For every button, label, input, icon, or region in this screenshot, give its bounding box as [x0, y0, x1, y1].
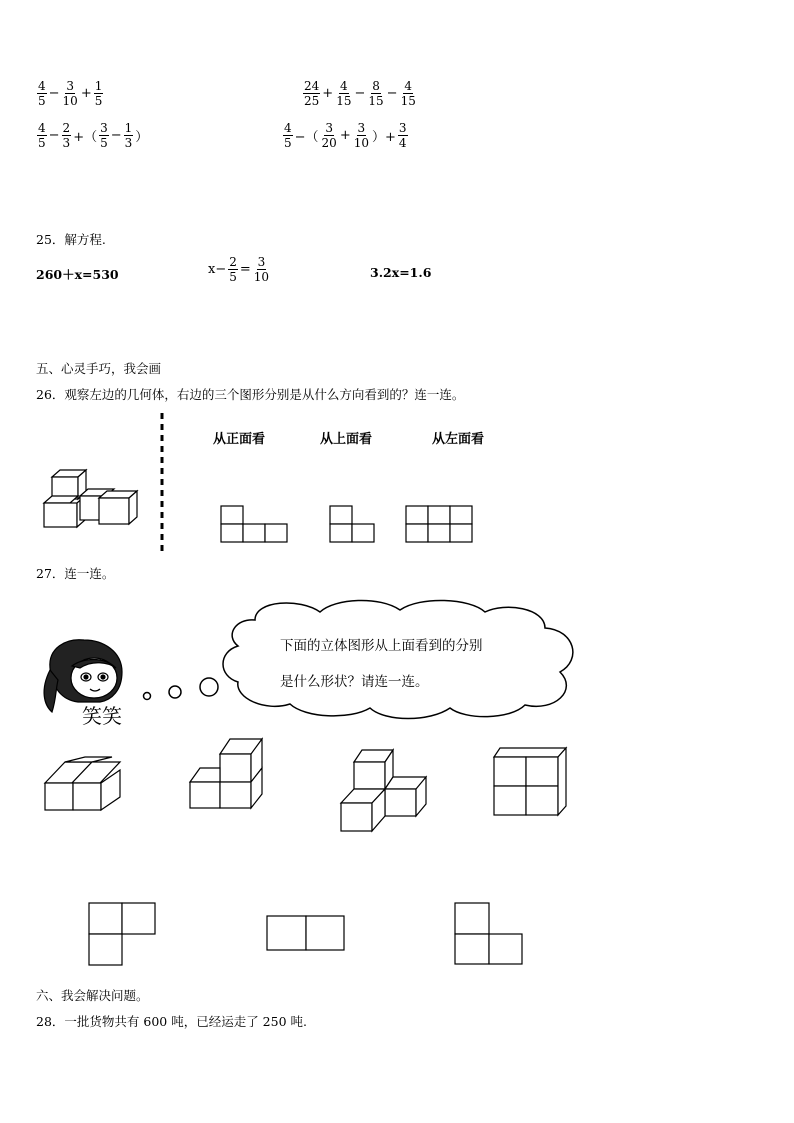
q26-label-front: 从正面看: [213, 432, 266, 447]
q27-view-shape-3: [455, 903, 522, 964]
q26-label-left: 从左面看: [432, 432, 485, 447]
q25-equation-1: 260＋x=530: [36, 267, 119, 282]
q26-title: 26．观察左边的几何体，右边的三个图形分别是从什么方向看到的？连一连。: [36, 387, 465, 402]
section-5-heading: 五、心灵手巧，我会画: [36, 361, 162, 376]
q27-bubble-line-1: 下面的立体图形从上面看到的分别: [280, 638, 483, 654]
q26-solid-figure: [44, 470, 137, 527]
q25-equation-3: 3.2x=1.6: [370, 265, 432, 280]
calc-expression-4: $\frac{4}{5}$ −（ $\frac{3}{20}$ + $\frac{3}{10}$ ）+ $\frac{3}{4}$: [284, 121, 407, 150]
girl-name-label: 笑笑: [82, 704, 122, 728]
q27-solid-b: [190, 739, 262, 808]
q27-title: 27．连一连。: [36, 566, 115, 581]
q26-view-left-shape: [406, 506, 472, 542]
q27-view-shape-2: [267, 916, 344, 950]
q27-thought-bubble: [144, 600, 573, 718]
q27-solid-a: [45, 757, 120, 810]
calc-expression-1: $\frac{4}{5}$ − $\frac{3}{10}$ + $\frac{1}{5}$: [38, 79, 103, 108]
q26-view-top-shape: [330, 506, 374, 542]
q25-equation-2: x− $\frac{2}{5}$ = $\frac{3}{10}$: [208, 255, 270, 284]
q27-view-shape-1: [89, 903, 155, 965]
q26-view-front-shape: [221, 506, 287, 542]
q27-solid-d: [494, 748, 566, 815]
q27-solid-c: [341, 750, 426, 831]
calc-expression-3: $\frac{4}{5}$ − $\frac{2}{3}$ +（ $\frac{3}{5}$ − $\frac{1}{3}$ ）: [38, 121, 149, 150]
calc-expression-2: $\frac{24}{25}$ + $\frac{4}{15}$ − $\frac{8}{15}$ − $\frac{4}{15}$: [304, 79, 416, 108]
q28-text: 28．一批货物共有 600 吨，已经运走了 250 吨.: [36, 1014, 307, 1029]
q25-title: 25．解方程.: [36, 232, 106, 247]
section-6-heading: 六、我会解决问题。: [36, 988, 149, 1003]
q27-bubble-line-2: 是什么形状？请连一连。: [280, 674, 429, 690]
q26-label-top: 从上面看: [320, 432, 373, 447]
